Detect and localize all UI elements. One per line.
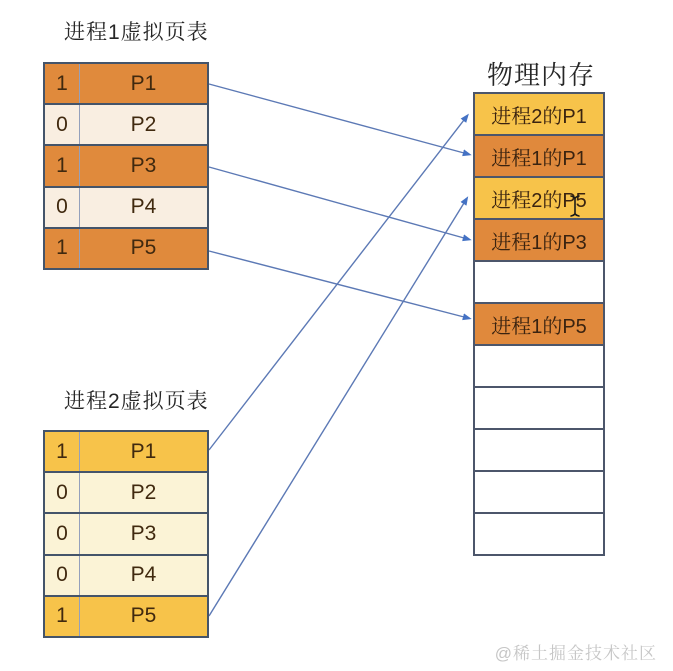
process2-row-p1 [43, 430, 209, 473]
page-label: P1 [130, 71, 157, 95]
memory-frame-4: 进程1的P3 [473, 218, 605, 262]
valid-bit: 0 [45, 473, 80, 512]
page-label: P1 [130, 439, 157, 463]
arrow-proc1-p3-to-frame4 [209, 167, 464, 238]
arrow-proc2-p5-to-frame3 [209, 203, 464, 616]
memory-frame-6: 进程1的P5 [473, 302, 605, 346]
process1-row-p3 [43, 144, 209, 187]
page-label: P3 [130, 153, 157, 177]
watermark: @稀土掘金技术社区 [494, 644, 657, 663]
process1-row-p4 [43, 186, 209, 229]
valid-bit: 1 [45, 432, 80, 471]
process2-row-p5 [43, 595, 209, 638]
process2-page-table [43, 430, 209, 638]
page-label: P3 [130, 521, 157, 545]
text-cursor-icon [567, 193, 583, 219]
valid-bit: 0 [45, 556, 80, 595]
memory-frame-10 [473, 470, 605, 514]
process2-table-title: 进程2虚拟页表 [64, 390, 209, 413]
valid-bit: 0 [45, 105, 80, 144]
arrow-proc2-p1-to-frame1 [209, 120, 464, 450]
process1-row-p2 [43, 103, 209, 146]
process2-row-p4 [43, 554, 209, 597]
memory-frame-9 [473, 428, 605, 472]
process1-table-title: 进程1虚拟页表 [64, 21, 209, 44]
physical-memory-column [473, 92, 605, 556]
process1-row-p1 [43, 62, 209, 105]
page-label: P4 [130, 563, 157, 587]
valid-bit: 0 [45, 514, 80, 553]
process1-page-table [43, 62, 209, 270]
memory-frame-5 [473, 260, 605, 304]
valid-bit: 1 [45, 597, 80, 636]
process2-row-p2 [43, 471, 209, 514]
page-label: P4 [130, 195, 157, 219]
memory-frame-7 [473, 344, 605, 388]
page-label: P5 [130, 604, 157, 628]
memory-frame-1: 进程2的P1 [473, 92, 605, 136]
arrow-proc1-p1-to-frame2 [209, 84, 464, 153]
memory-frame-3: 进程2的P5 [473, 176, 605, 220]
valid-bit: 1 [45, 229, 80, 268]
process1-row-p5 [43, 227, 209, 270]
memory-frame-2: 进程1的P1 [473, 134, 605, 178]
valid-bit: 0 [45, 188, 80, 227]
valid-bit: 1 [45, 146, 80, 185]
memory-frame-8 [473, 386, 605, 430]
page-label: P2 [130, 112, 157, 136]
page-label: P5 [130, 236, 157, 260]
valid-bit: 1 [45, 64, 80, 103]
memory-frame-11 [473, 512, 605, 556]
physical-memory-title: 物理内存 [487, 60, 596, 90]
page-label: P2 [130, 480, 157, 504]
process2-row-p3 [43, 512, 209, 555]
